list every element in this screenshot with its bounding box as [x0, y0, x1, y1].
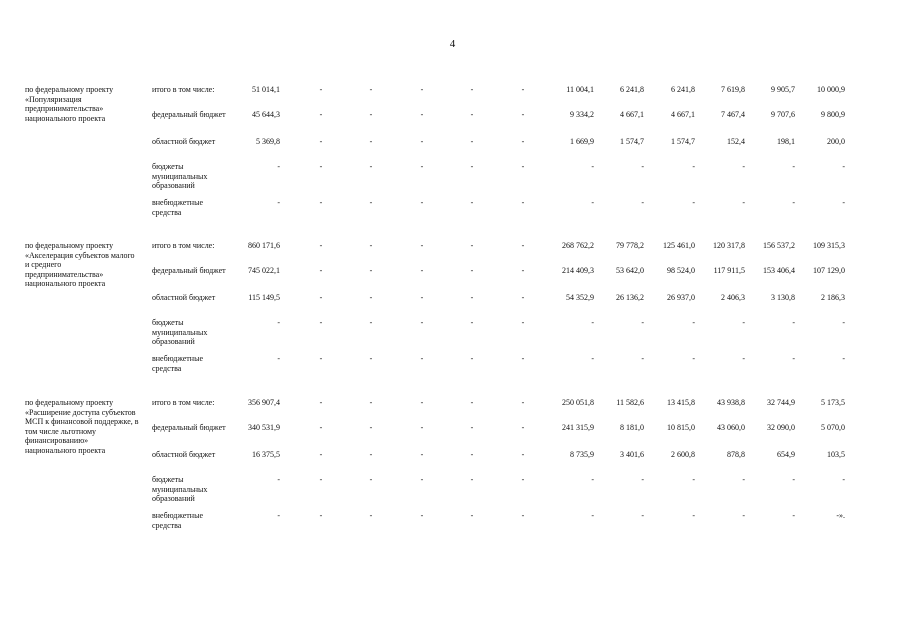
table-cell: - [842, 162, 845, 171]
table-row [0, 110, 905, 140]
table-cell: - [420, 162, 424, 171]
project-name: по федеральному проекту «Расширение доступа субъектов МСП к финансовой поддержке, в том числе льготному финансированию» национального проекта [25, 398, 139, 455]
table-cell: - [641, 318, 644, 327]
table-cell: - [742, 475, 745, 484]
table-cell: 156 537,2 [763, 241, 795, 250]
page-number: 4 [449, 38, 456, 50]
table-cell: - [420, 137, 424, 146]
table-cell: - [521, 293, 525, 302]
table-cell: 8 735,9 [570, 450, 594, 459]
table-cell: 98 524,0 [667, 266, 695, 275]
table-cell: 117 911,5 [713, 266, 745, 275]
table-cell: - [521, 198, 525, 207]
table-cell: - [369, 198, 373, 207]
table-cell: 250 051,8 [562, 398, 594, 407]
table-cell: - [521, 137, 525, 146]
table-cell: - [470, 423, 474, 432]
table-cell: - [842, 354, 845, 363]
table-cell: - [692, 162, 695, 171]
table-cell: - [470, 398, 474, 407]
table-cell: 860 171,6 [248, 241, 280, 250]
table-cell: 4 667,1 [671, 110, 695, 119]
table-cell: - [470, 110, 474, 119]
table-cell: - [319, 137, 323, 146]
table-cell: - [319, 241, 323, 250]
table-cell: 356 907,4 [248, 398, 280, 407]
table-row [0, 423, 905, 453]
table-cell: - [420, 398, 424, 407]
table-cell: 9 905,7 [771, 85, 795, 94]
table-cell: - [591, 354, 594, 363]
row-label: областной бюджет [152, 137, 216, 146]
table-cell: 11 582,6 [616, 398, 644, 407]
table-cell: - [319, 110, 323, 119]
table-cell: 26 937,0 [667, 293, 695, 302]
table-cell: - [319, 354, 323, 363]
table-cell: - [420, 354, 424, 363]
table-row [0, 318, 905, 348]
table-cell: - [591, 475, 594, 484]
table-cell: 153 406,4 [763, 266, 795, 275]
row-label: бюджеты муниципальных образований [152, 475, 208, 504]
table-cell: - [591, 318, 594, 327]
table-cell: 10 815,0 [667, 423, 695, 432]
table-cell: - [470, 475, 474, 484]
table-cell: - [792, 475, 795, 484]
table-cell: - [420, 318, 424, 327]
table-row [0, 162, 905, 192]
row-label: внебюджетные средства [152, 354, 203, 373]
table-cell: - [420, 450, 424, 459]
table-cell: - [420, 266, 424, 275]
row-label: областной бюджет [152, 293, 216, 302]
table-cell: 43 938,8 [717, 398, 745, 407]
table-cell: - [692, 318, 695, 327]
table-cell: - [369, 137, 373, 146]
table-cell: 1 574,7 [620, 137, 644, 146]
table-cell: 16 375,5 [252, 450, 280, 459]
table-cell: - [521, 162, 525, 171]
table-cell: 13 415,8 [667, 398, 695, 407]
table-cell: - [521, 266, 525, 275]
table-cell: - [692, 475, 695, 484]
table-cell: - [420, 475, 424, 484]
row-label: федеральный бюджет [152, 110, 226, 119]
row-label: бюджеты муниципальных образований [152, 318, 208, 347]
table-cell: - [470, 85, 474, 94]
table-cell: - [277, 198, 280, 207]
table-cell: - [742, 354, 745, 363]
table-cell: - [369, 475, 373, 484]
table-cell: 152,4 [727, 137, 745, 146]
table-cell: 1 574,7 [671, 137, 695, 146]
table-cell: - [591, 198, 594, 207]
table-cell: 107 129,0 [813, 266, 845, 275]
table-cell: 43 060,0 [717, 423, 745, 432]
table-cell: 11 004,1 [566, 85, 594, 94]
table-cell: - [641, 511, 644, 520]
table-cell: - [319, 293, 323, 302]
table-cell: - [369, 162, 373, 171]
table-cell: - [369, 266, 373, 275]
table-cell: - [369, 511, 373, 520]
table-cell: - [319, 450, 323, 459]
table-cell: 9 800,9 [821, 110, 845, 119]
table-cell: - [692, 511, 695, 520]
table-cell: 53 642,0 [616, 266, 644, 275]
row-label: бюджеты муниципальных образований [152, 162, 208, 191]
table-cell: 6 241,8 [671, 85, 695, 94]
table-cell: - [420, 511, 424, 520]
table-cell: - [842, 198, 845, 207]
project-name: по федеральному проекту «Популяризация предпринимательства» национального проекта [25, 85, 114, 123]
table-cell: - [369, 398, 373, 407]
table-cell: - [277, 475, 280, 484]
table-cell: - [319, 318, 323, 327]
table-cell: - [641, 475, 644, 484]
table-cell: - [521, 511, 525, 520]
row-label: областной бюджет [152, 450, 216, 459]
table-cell: - [420, 293, 424, 302]
table-cell: - [792, 162, 795, 171]
table-cell: 125 461,0 [663, 241, 695, 250]
table-cell: 45 644,3 [252, 110, 280, 119]
table-cell: - [369, 354, 373, 363]
table-cell: - [277, 318, 280, 327]
table-cell: 32 090,0 [767, 423, 795, 432]
table-cell: - [742, 318, 745, 327]
table-cell: - [742, 511, 745, 520]
table-cell: - [470, 511, 474, 520]
table-cell: - [369, 293, 373, 302]
table-cell: - [742, 198, 745, 207]
table-cell: 5 070,0 [821, 423, 845, 432]
table-cell: - [792, 354, 795, 363]
table-cell: 340 531,9 [248, 423, 280, 432]
table-cell: 654,9 [777, 450, 795, 459]
table-cell: 26 136,2 [616, 293, 644, 302]
row-label: внебюджетные средства [152, 511, 203, 530]
table-cell: - [521, 475, 525, 484]
row-label: внебюджетные средства [152, 198, 203, 217]
table-cell: 115 149,5 [248, 293, 280, 302]
table-cell: - [470, 354, 474, 363]
table-cell: - [319, 511, 323, 520]
table-cell: 9 334,2 [570, 110, 594, 119]
table-cell: 268 762,2 [562, 241, 594, 250]
table-cell: - [470, 266, 474, 275]
table-cell: - [420, 198, 424, 207]
table-cell: 7 467,4 [721, 110, 745, 119]
project-name: по федеральному проекту «Акселерация субъектов малого и среднего предпринимательства» национального проекта [25, 241, 135, 289]
table-cell: - [521, 354, 525, 363]
table-cell: - [277, 354, 280, 363]
table-cell: - [641, 354, 644, 363]
table-cell: - [319, 423, 323, 432]
table-cell: - [521, 398, 525, 407]
table-cell: - [591, 511, 594, 520]
table-cell: -». [836, 511, 845, 520]
table-cell: 878,8 [727, 450, 745, 459]
table-cell: 103,5 [827, 450, 845, 459]
table-cell: 10 000,9 [817, 85, 845, 94]
table-cell: 198,1 [777, 137, 795, 146]
table-cell: - [842, 318, 845, 327]
table-cell: - [842, 475, 845, 484]
table-cell: 2 600,8 [671, 450, 695, 459]
row-label: федеральный бюджет [152, 423, 226, 432]
table-cell: - [369, 241, 373, 250]
table-cell: - [369, 318, 373, 327]
table-cell: 5 173,5 [821, 398, 845, 407]
table-cell: 7 619,8 [721, 85, 745, 94]
table-cell: - [319, 85, 323, 94]
table-cell: - [369, 450, 373, 459]
table-cell: 214 409,3 [562, 266, 594, 275]
table-cell: 2 406,3 [721, 293, 745, 302]
table-cell: - [692, 198, 695, 207]
table-cell: - [521, 318, 525, 327]
table-cell: - [420, 423, 424, 432]
table-cell: - [369, 423, 373, 432]
table-cell: 109 315,3 [813, 241, 845, 250]
table-cell: 200,0 [827, 137, 845, 146]
table-cell: - [792, 511, 795, 520]
table-cell: - [792, 318, 795, 327]
table-cell: - [470, 198, 474, 207]
table-cell: 6 241,8 [620, 85, 644, 94]
table-cell: - [591, 162, 594, 171]
table-cell: - [319, 475, 323, 484]
row-label: итого в том числе: [152, 241, 215, 250]
table-cell: - [319, 162, 323, 171]
table-cell: - [319, 266, 323, 275]
table-cell: 9 707,6 [771, 110, 795, 119]
table-cell: - [369, 110, 373, 119]
table-cell: - [319, 398, 323, 407]
table-cell: 51 014,1 [252, 85, 280, 94]
table-cell: - [521, 110, 525, 119]
row-label: итого в том числе: [152, 398, 215, 407]
table-cell: - [420, 110, 424, 119]
table-cell: 3 401,6 [620, 450, 644, 459]
table-cell: 79 778,2 [616, 241, 644, 250]
table-cell: - [319, 198, 323, 207]
table-cell: 1 669,9 [570, 137, 594, 146]
table-row [0, 475, 905, 505]
table-cell: - [470, 293, 474, 302]
table-cell: - [521, 85, 525, 94]
table-cell: - [277, 511, 280, 520]
table-cell: - [420, 85, 424, 94]
table-cell: - [742, 162, 745, 171]
table-cell: - [470, 241, 474, 250]
table-cell: - [470, 318, 474, 327]
table-cell: 54 352,9 [566, 293, 594, 302]
table-cell: - [521, 423, 525, 432]
table-cell: - [470, 450, 474, 459]
table-cell: 32 744,9 [767, 398, 795, 407]
table-cell: 3 130,8 [771, 293, 795, 302]
table-cell: 241 315,9 [562, 423, 594, 432]
table-cell: 8 181,0 [620, 423, 644, 432]
table-cell: - [641, 162, 644, 171]
table-cell: - [470, 162, 474, 171]
table-cell: - [277, 162, 280, 171]
row-label: итого в том числе: [152, 85, 215, 94]
table-cell: - [692, 354, 695, 363]
table-cell: 4 667,1 [620, 110, 644, 119]
table-cell: - [792, 198, 795, 207]
table-cell: 745 022,1 [248, 266, 280, 275]
table-row [0, 354, 905, 384]
table-row [0, 511, 905, 541]
table-row [0, 266, 905, 296]
table-cell: 2 186,3 [821, 293, 845, 302]
table-cell: 5 369,8 [256, 137, 280, 146]
table-cell: - [521, 450, 525, 459]
table-cell: - [369, 85, 373, 94]
table-cell: 120 317,8 [713, 241, 745, 250]
table-row [0, 198, 905, 228]
table-cell: - [641, 198, 644, 207]
table-cell: - [420, 241, 424, 250]
table-cell: - [521, 241, 525, 250]
row-label: федеральный бюджет [152, 266, 226, 275]
table-cell: - [470, 137, 474, 146]
